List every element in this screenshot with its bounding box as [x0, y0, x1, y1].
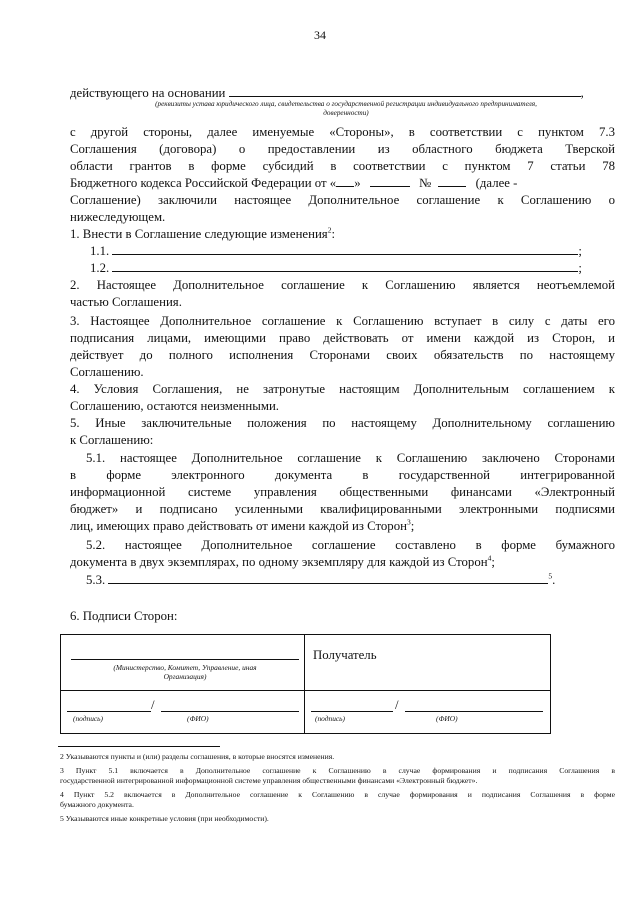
footnote-3-line: государственной интегрированной информационной системе управления общественными финансами «Электронный бюджет».	[60, 776, 478, 785]
basis-caption-2: доверенности)	[323, 109, 369, 117]
item-5-3-blank	[108, 572, 548, 584]
preamble-line: с другой стороны, далее именуемые «Стороны», в соответствии с пунктом 7.3	[70, 125, 615, 139]
preamble-text: »	[354, 176, 361, 190]
footnote-ref: 3	[406, 517, 411, 527]
basis-blank	[229, 85, 581, 97]
item-3-line: действует до полного исполнения Сторонами своих обязательств по настоящему	[70, 348, 615, 362]
preamble-text: (далее -	[475, 176, 518, 190]
footnote-5: 5 Указываются иные конкретные условия (при необходимости).	[60, 814, 269, 823]
right-slash: /	[395, 698, 399, 712]
item-3-line: Соглашению.	[70, 365, 144, 379]
left-name-label: (ФИО)	[187, 714, 209, 723]
preamble-date-line	[70, 175, 615, 192]
item-5-2-line: 5.2. настоящее Дополнительное соглашение составлено в форме бумажного	[86, 538, 615, 552]
left-name-line	[161, 711, 299, 712]
item-3-line: подписания лицами, имеющими право действовать от имени каждой из Сторон, и	[70, 331, 615, 345]
ministry-line	[71, 659, 299, 660]
day-blank	[336, 175, 354, 187]
ministry-caption-2: Организация)	[163, 672, 207, 681]
page-number: 34	[314, 28, 326, 42]
left-sign-label: (подпись)	[73, 714, 103, 723]
item-5-2-line: документа в двух экземплярах, по одному экземпляру для каждой из Сторон$^4$;	[70, 553, 495, 569]
item-1-1: 1.1. ;	[90, 244, 582, 258]
footnote-3-line: 3 Пункт 5.1 включается в Дополнительное соглашение к Соглашению в случае формирования и подписания Соглашения в	[60, 766, 615, 775]
item-5-line: к Соглашению:	[70, 433, 154, 447]
basis-suffix: ,	[580, 86, 584, 100]
item-1-2-blank	[112, 260, 578, 272]
preamble-line: области грантов в форме субсидий в соответствии с пунктом 7 статьи 78	[70, 159, 615, 173]
footnote-ref: 2	[327, 225, 332, 235]
footnote-4-line: 4 Пункт 5.2 включается в Дополнительное соглашение к Соглашению в случае формирования и подписания Соглашения в форме	[60, 790, 615, 799]
item-2-line: 2. Настоящее Дополнительное соглашение к Соглашению является неотъемлемой	[70, 278, 615, 292]
item-5-1-line: бюджет» и подписано усиленными квалифицированными электронными подписями	[70, 502, 615, 516]
item-5-line: 5. Иные заключительные положения по настоящему Дополнительному соглашению	[70, 416, 615, 430]
right-name-label: (ФИО)	[436, 714, 458, 723]
table-divider	[304, 635, 305, 734]
item-2-line: частью Соглашения.	[70, 295, 182, 309]
footnote-4-line: бумажного документа.	[60, 800, 134, 809]
basis-caption-1: (реквизиты устава юридического лица, свидетельства о государственной регистрации индивидуального предпринимателя,	[155, 100, 537, 108]
preamble-text: Бюджетного кодекса Российской Федерации от «	[70, 176, 337, 190]
preamble-line: Соглашения (договора) о предоставлении из областного бюджета Тверской	[70, 142, 615, 156]
item-3-line: 3. Настоящее Дополнительное соглашение к Соглашению вступает в силу с даты его	[70, 314, 615, 328]
item-4-line: 4. Условия Соглашения, не затронутые настоящим Дополнительным соглашением к	[70, 382, 615, 396]
recipient-title: Получатель	[313, 648, 377, 662]
left-sign-line	[67, 711, 151, 712]
preamble-line: нижеследующем.	[70, 210, 166, 224]
item-1-2: 1.2. ;	[90, 261, 582, 275]
footnote-ref: 4	[487, 553, 492, 563]
footnote-2: 2 Указываются пункты и (или) разделы соглашения, в которые вносятся изменения.	[60, 752, 335, 761]
number-sign: №	[419, 176, 432, 190]
right-sign-line	[311, 711, 393, 712]
signature-table	[60, 634, 551, 734]
item-5-1-line: в форме электронного документа в государственной интегрированной	[70, 468, 615, 482]
ministry-caption-1: (Министерство, Комитет, Управление, иная	[113, 663, 257, 672]
item-5-1-line: 5.1. настоящее Дополнительное соглашение к Соглашению заключено Сторонами	[86, 451, 615, 465]
item-1: 1. Внести в Соглашение следующие изменения$^2$:	[70, 225, 335, 241]
footnote-rule	[58, 746, 220, 747]
number-blank	[438, 175, 466, 187]
item-1-1-blank	[112, 243, 578, 255]
preamble-line: Соглашение) заключили настоящее Дополнительное соглашение к Соглашению о	[70, 193, 615, 207]
item-6-title: 6. Подписи Сторон:	[70, 609, 178, 623]
table-divider	[61, 690, 551, 691]
basis-prefix: действующего на основании	[70, 86, 226, 100]
item-5-3: 5.3. $^5$.	[86, 571, 556, 587]
footnote-ref: 5	[548, 571, 553, 581]
item-5-1-line: лиц, имеющих право действовать от имени каждой из Сторон$^3$;	[70, 517, 415, 533]
right-sign-label: (подпись)	[315, 714, 345, 723]
item-4-line: Соглашению, остаются неизменными.	[70, 399, 279, 413]
month-blank	[370, 175, 410, 187]
item-5-1-line: информационной системе управления общественными финансами «Электронный	[70, 485, 615, 499]
right-name-line	[405, 711, 543, 712]
left-slash: /	[151, 698, 155, 712]
